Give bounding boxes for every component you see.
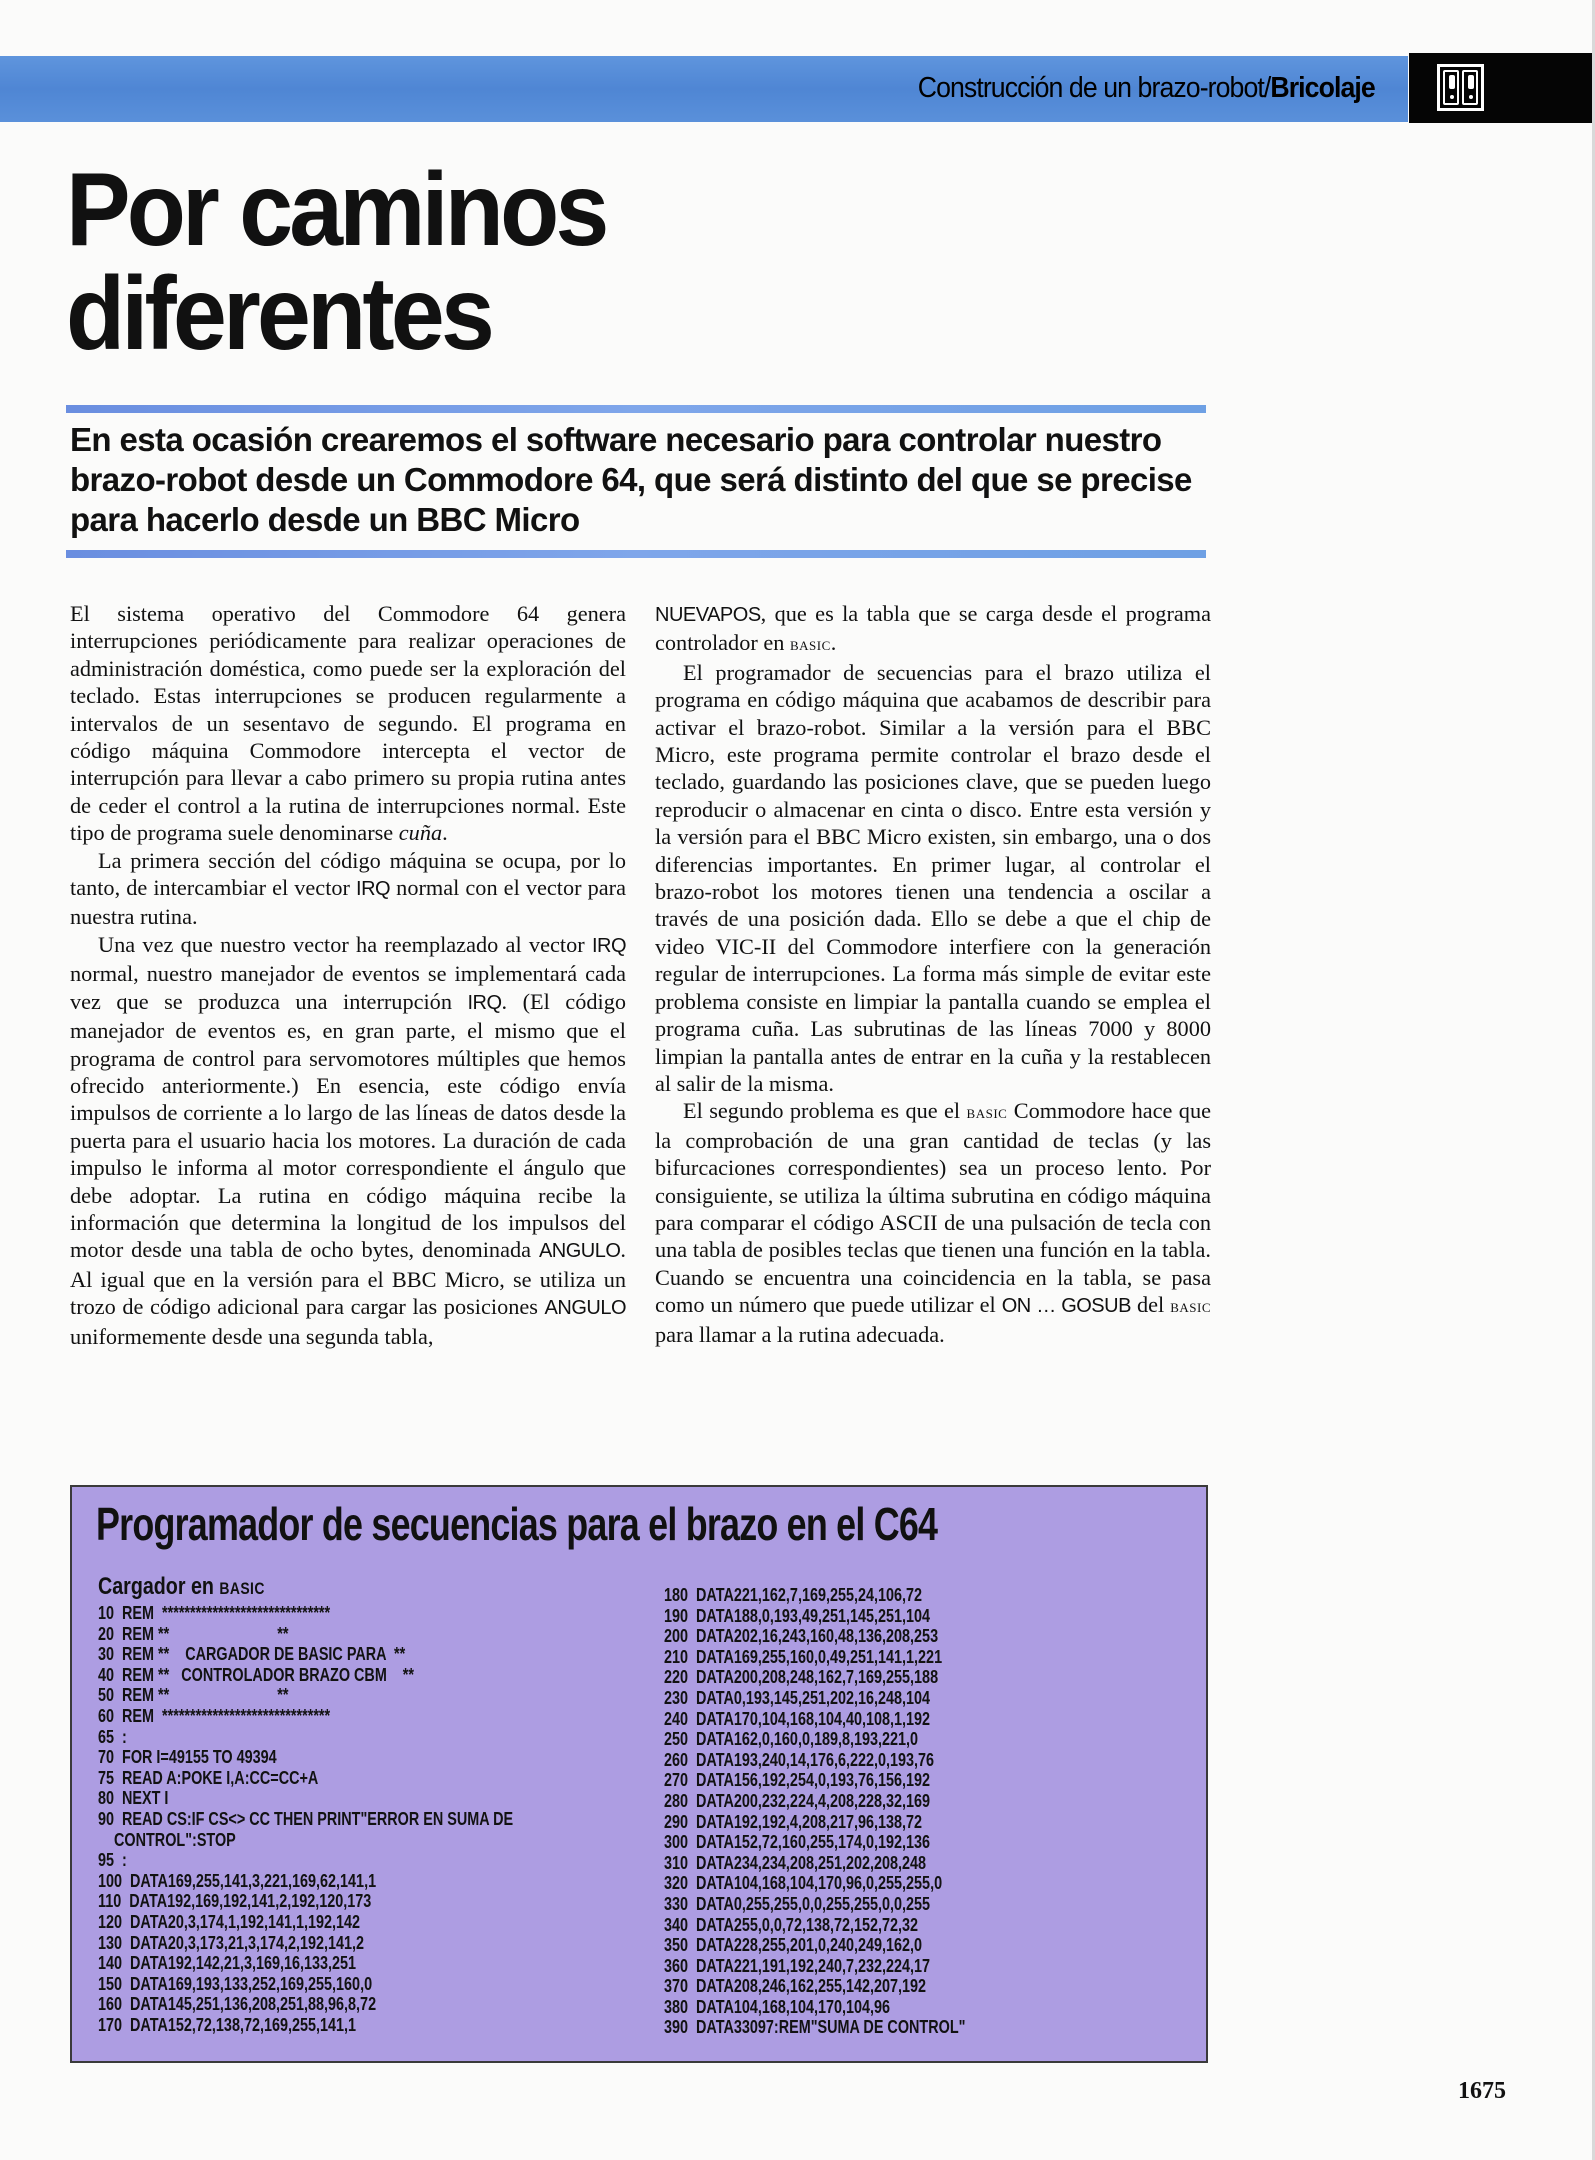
italic-term: cuña (398, 820, 443, 846)
paragraph-text: El segundo problema es que el (683, 1098, 967, 1124)
code-listing-right (664, 1585, 965, 2038)
code-line: 80 NEXT I (98, 1788, 169, 1809)
paragraph-5 (655, 1097, 1211, 1348)
code-line: 65 : (98, 1726, 127, 1747)
code-line: 180 DATA221,162,7,169,255,24,106,72 (664, 1585, 923, 1605)
paragraph-text: . (El código manejador de eventos es, en gran parte, el mismo que el programa de control para servomotores múltiples que hemos ofrecido anteriormente.) En esencia, este código envía impulsos de corriente a lo largo de las líneas de datos desde la puerta para el usuario hacia los motores. La duración de cada impulso le informa al motor correspondiente el ángulo que debe adoptar. La rutina en código máquina recibe la información que determina la longitud de los impulsos del motor desde una tabla de ocho bytes, denominada (70, 988, 626, 1263)
code-line: 40 REM ** CONTROLADOR BRAZO CBM ** (98, 1664, 415, 1685)
code-line: 270 DATA156,192,254,0,193,76,156,192 (664, 1770, 931, 1791)
code-line: 90 READ CS:IF CS<> CC THEN PRINT"ERROR EN SUMA DE (98, 1808, 514, 1829)
page-title (66, 152, 903, 372)
module-slot-right (1462, 70, 1478, 105)
code-line: 210 DATA169,255,160,0,49,251,141,1,221 (664, 1646, 943, 1667)
subtitle-smallcaps: BASIC (219, 1579, 265, 1598)
code-line: CONTROL":STOP (98, 1829, 236, 1850)
code-line: 95 : (98, 1850, 127, 1871)
listing-title: Programador de secuencias para el brazo en el C64 (96, 1498, 938, 1550)
module-slot-left (1443, 70, 1459, 105)
code-listing-left (98, 1603, 513, 2035)
code-line: 300 DATA152,72,160,255,174,0,192,136 (664, 1832, 931, 1853)
code-term: NUEVAPOS (655, 604, 761, 626)
paragraph-2 (70, 847, 626, 931)
hardware-module-icon (1437, 64, 1484, 111)
code-line: 160 DATA145,251,136,208,251,88,96,8,72 (98, 1994, 377, 2015)
code-line: 280 DATA200,232,224,4,208,228,32,169 (664, 1790, 931, 1811)
code-line: 150 DATA169,193,133,252,169,255,160,0 (98, 1973, 373, 1994)
code-line: 220 DATA200,208,248,162,7,169,255,188 (664, 1667, 939, 1688)
section-label-topic: Construcción de un brazo-robot/ (917, 72, 1271, 104)
subtitle-text: Cargador en (98, 1573, 220, 1600)
paragraph-text: del (1130, 1292, 1171, 1318)
code-term: IRQ (591, 934, 626, 957)
code-line: 120 DATA20,3,174,1,192,141,1,192,142 (98, 1911, 361, 1932)
code-line: 60 REM ****************************** (98, 1705, 331, 1726)
code-line: 200 DATA202,16,243,160,48,136,208,253 (664, 1626, 939, 1647)
paragraph-1 (70, 600, 626, 847)
code-line: 330 DATA0,255,255,0,0,255,255,0,0,255 (664, 1893, 931, 1914)
code-line: 10 REM ****************************** (98, 1603, 331, 1623)
paragraph-text: , que es la tabla que se carga desde el programa controlador en (655, 601, 1211, 656)
code-line: 390 DATA33097:REM"SUMA DE CONTROL" (664, 2017, 966, 2038)
standfirst-bottom-rule (66, 550, 1206, 558)
code-line: 340 DATA255,0,0,72,138,72,152,72,32 (664, 1914, 919, 1935)
paragraph-text: uniformemente desde una segunda tabla, (70, 1323, 434, 1349)
code-line: 230 DATA0,193,145,251,202,16,248,104 (664, 1687, 931, 1708)
body-column-left (70, 600, 626, 1350)
paragraph-text: para llamar a la rutina adecuada. (655, 1321, 945, 1347)
code-line: 360 DATA221,191,192,240,7,232,224,17 (664, 1955, 931, 1976)
code-term: IRQ (356, 878, 391, 901)
code-term: ANGULO (538, 1240, 621, 1263)
paragraph-3 (70, 931, 626, 1350)
code-line: 350 DATA228,255,201,0,240,249,162,0 (664, 1935, 923, 1956)
code-line: 70 FOR I=49155 TO 49394 (98, 1747, 277, 1768)
code-line: 100 DATA169,255,141,3,221,169,62,141,1 (98, 1870, 377, 1891)
program-listing-box (70, 1485, 1208, 2063)
smallcaps-term: basic (789, 634, 831, 655)
code-line: 130 DATA20,3,173,21,3,174,2,192,141,2 (98, 1932, 365, 1953)
code-term: ON … GOSUB (1001, 1295, 1131, 1318)
listing-subtitle (98, 1573, 265, 1601)
paragraph-text: . (830, 630, 837, 656)
smallcaps-term: basic (966, 1102, 1008, 1123)
section-label-category: Bricolaje (1270, 72, 1375, 104)
section-label (918, 66, 1375, 110)
standfirst: En esta ocasión crearemos el software necesario para controlar nuestro brazo-robot desde un Commodore 64, que será distinto del que se precise para hacerlo desde un BBC Micro (70, 421, 1192, 538)
code-line: 30 REM ** CARGADOR DE BASIC PARA ** (98, 1644, 406, 1665)
page-number: 1675 (1458, 2078, 1506, 2104)
code-line: 380 DATA104,168,104,170,104,96 (664, 1996, 891, 2017)
paragraph-text: La primera sección del código máquina se ocupa, por lo tanto, de intercambiar el vector (70, 847, 626, 901)
title-line-2: diferentes (66, 256, 492, 372)
code-term: ANGULO (544, 1297, 626, 1320)
paragraph-4: El programador de secuencias para el brazo utiliza el programa en código máquina que acabamos de describir para activar el brazo-robot. Similar a la versión para el BBC Micro, este programa permite controlar el brazo desde el teclado, guardando las posiciones clave, que se pueden luego reproducir o almacenar en cinta o disco. Entre esta versión y la versión para el BBC Micro existen, sin embargo, una o dos diferencias importantes. En primer lugar, al controlar el brazo-robot los motores tienen una tendencia a oscilar a través de una posición dada. Ello se debe a que el chip de video VIC-II del Commodore interfiere con la generación regular de interrupciones. La forma más simple de evitar este problema consiste en limpiar la pantalla cuando se emplea el programa cuña. Las subrutinas de las líneas 7000 y 8000 limpian la pantalla antes de entrar en la cuña y la restablecen al salir de la misma. (655, 659, 1211, 1096)
code-term: IRQ (467, 991, 502, 1014)
code-line: 240 DATA170,104,168,104,40,108,1,192 (664, 1708, 931, 1729)
paragraph-text: . (442, 820, 448, 846)
smallcaps-term: basic (1170, 1296, 1211, 1317)
paragraph-text: normal, nuestro manejador de eventos se implementará cada vez que se produzca una interrupción (70, 961, 626, 1014)
body-column-right (655, 600, 1211, 1348)
code-line: 110 DATA192,169,192,141,2,192,120,173 (98, 1891, 372, 1912)
code-line: 20 REM ** ** (98, 1623, 289, 1644)
code-line: 75 READ A:POKE I,A:CC=CC+A (98, 1767, 319, 1788)
code-line: 260 DATA193,240,14,176,6,222,0,193,76 (664, 1749, 935, 1770)
paragraph-text: normal con el vector para nuestra rutina. (70, 875, 626, 930)
standfirst-top-rule (66, 405, 1206, 413)
paragraph-text: Commodore hace que la comprobación de una gran cantidad de teclas (y las bifurcaciones correspondientes) sea un proceso lento. Por consiguiente, se utiliza la última subrutina en código máquina para comparar el código ASCII de una pulsación de tecla con una tabla de posibles teclas que tienen una función en la tabla. Cuando se encuentra una coincidencia en la tabla, se pasa como un número que puede utilizar el (655, 1098, 1211, 1318)
paragraph-text: . Al igual que en la versión para el BBC Micro, se utiliza un trozo de código adicional para cargar las posiciones (70, 1237, 626, 1320)
code-line: 190 DATA188,0,193,49,251,145,251,104 (664, 1605, 931, 1626)
code-line: 250 DATA162,0,160,0,189,8,193,221,0 (664, 1729, 919, 1750)
paragraph-3-cont (655, 600, 1211, 659)
paragraph-text: El sistema operativo del Commodore 64 genera interrupciones periódicamente para realizar operaciones de administración doméstica, como puede ser la exploración del teclado. Estas interrupciones se producen regularmente a intervalos de un sesentavo de segundo. El programa en código máquina Commodore intercepta el vector de interrupción para llevar a cabo primero su propia rutina antes de ceder el control a la rutina de interrupciones normal. Este tipo de programa suele denominarse (70, 601, 626, 846)
code-line: 170 DATA152,72,138,72,169,255,141,1 (98, 2014, 357, 2035)
code-line: 310 DATA234,234,208,251,202,208,248 (664, 1852, 927, 1873)
code-line: 140 DATA192,142,21,3,169,16,133,251 (98, 1953, 357, 1974)
code-line: 370 DATA208,246,162,255,142,207,192 (664, 1976, 927, 1997)
code-line: 320 DATA104,168,104,170,96,0,255,255,0 (664, 1873, 943, 1894)
code-line: 50 REM ** ** (98, 1685, 289, 1706)
paragraph-text: Una vez que nuestro vector ha reemplazado al vector (98, 931, 592, 957)
title-line-1: Por caminos (66, 152, 606, 268)
code-line: 290 DATA192,192,4,208,217,96,138,72 (664, 1811, 923, 1832)
